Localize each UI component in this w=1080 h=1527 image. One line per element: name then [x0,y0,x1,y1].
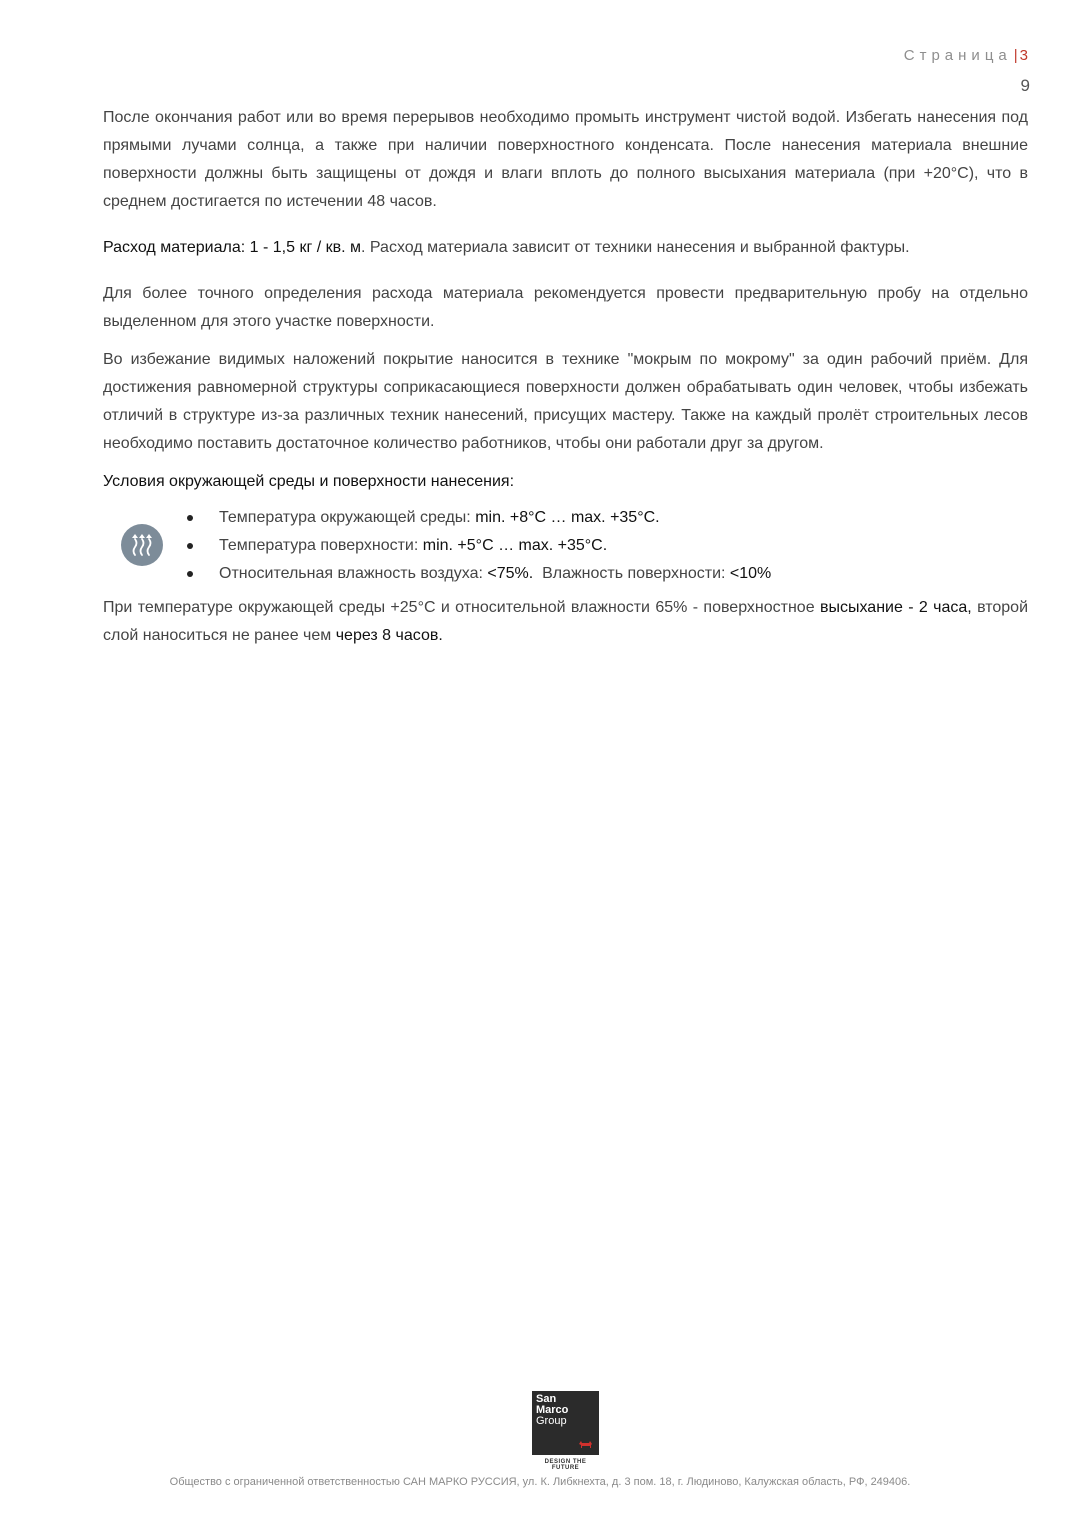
bull-icon [578,1440,594,1449]
company-logo [532,1391,599,1455]
conditions-block [103,504,1028,588]
paragraph-wet-on-wet: Во избежание видимых наложений покрытие наносится в технике "мокрым по мокрому" за один рабочий приём. Для достижения равномерной структуры соприкасающиеся поверхности должен обрабатывать один человек, чтобы избежать отличий в структуре из-за различных техник нанесений, присущих мастеру. Также на каждый пролёт строительных лесов необходимо поставить достаточное количество работников, чтобы они работали друг за другом. [103,351,1028,452]
drying-text-c: второй слой наноситься не ранее чем [103,599,1029,644]
condition-value: <75%. [487,565,534,582]
conditions-heading-text: Условия окружающей среды и поверхности нанесения [103,473,510,490]
page-header [904,46,1028,96]
page-label: Страница [903,47,1012,64]
paragraph-tool-cleaning: После окончания работ или во время перерывов необходимо промыть инструмент чистой водой. Избегать нанесения под прямыми лучами солнца, а также при наличии поверхностного конденсата. После нанесения материала внешние поверхности должны быть защищены от дождя и влаги вплоть до полного высыхания материала (при +20°С), что в среднем достигается по истечении 48 часов. [103,109,1028,210]
paragraph-test-sample: Для более точного определения расхода материала рекомендуется провести предварительную пробу на отдельно выделенном для этого участке поверхности. [103,285,1028,330]
drying-text-a: При температуре окружающей среды +25°С и относительной влажности 65% - поверхностное [103,599,820,616]
document-body [103,104,1028,650]
page-number: 3 [1019,47,1028,64]
logo-line-3: Group [536,1415,567,1427]
bullet-icon [187,515,193,521]
condition-value: min. +8°C … max. +35°C. [475,509,660,526]
conditions-heading [103,468,1028,496]
list-item [187,560,771,588]
consumption-note: . Расход материала зависит от техники нанесения и выбранной фактуры. [361,239,910,256]
company-address: Общество с ограниченной ответственностью САН МАРКО РУССИЯ, ул. К. Либкнехта, д. 3 пом. 18, г. Людиново, Калужская область, РФ, 249406. [169,1476,911,1488]
drying-time: высыхание - 2 часа, [819,599,972,616]
condition-value: min. +5°C … max. +35°C. [422,537,608,554]
consumption-rate: Расход материала: 1 - 1,5 кг / кв. м [103,239,362,256]
logo-line-2: Marco [536,1404,569,1416]
bullet-icon [187,571,193,577]
condition-label: Температура поверхности: [219,537,423,554]
paragraph-consumption [103,234,1028,262]
list-item [187,504,771,532]
condition-label-2: Влажность поверхности: [533,565,730,582]
humidity-icon [121,524,163,566]
conditions-list [187,504,771,588]
logo-line-1: San [536,1393,557,1405]
second-coat-time: через 8 часов. [335,627,443,644]
list-item [187,532,771,560]
condition-label: Температура окружающей среды: [219,509,476,526]
page-number-secondary: 9 [1020,76,1030,95]
logo-text [536,1394,568,1427]
page-separator: | [1013,47,1018,64]
logo-tagline: DESIGN THE FUTURE [544,1459,587,1471]
condition-label: Относительная влажность воздуха: [219,565,488,582]
paragraph-drying [103,594,1028,650]
bullet-icon [187,543,193,549]
conditions-heading-colon: : [509,473,515,490]
condition-value-2: <10% [729,565,772,582]
